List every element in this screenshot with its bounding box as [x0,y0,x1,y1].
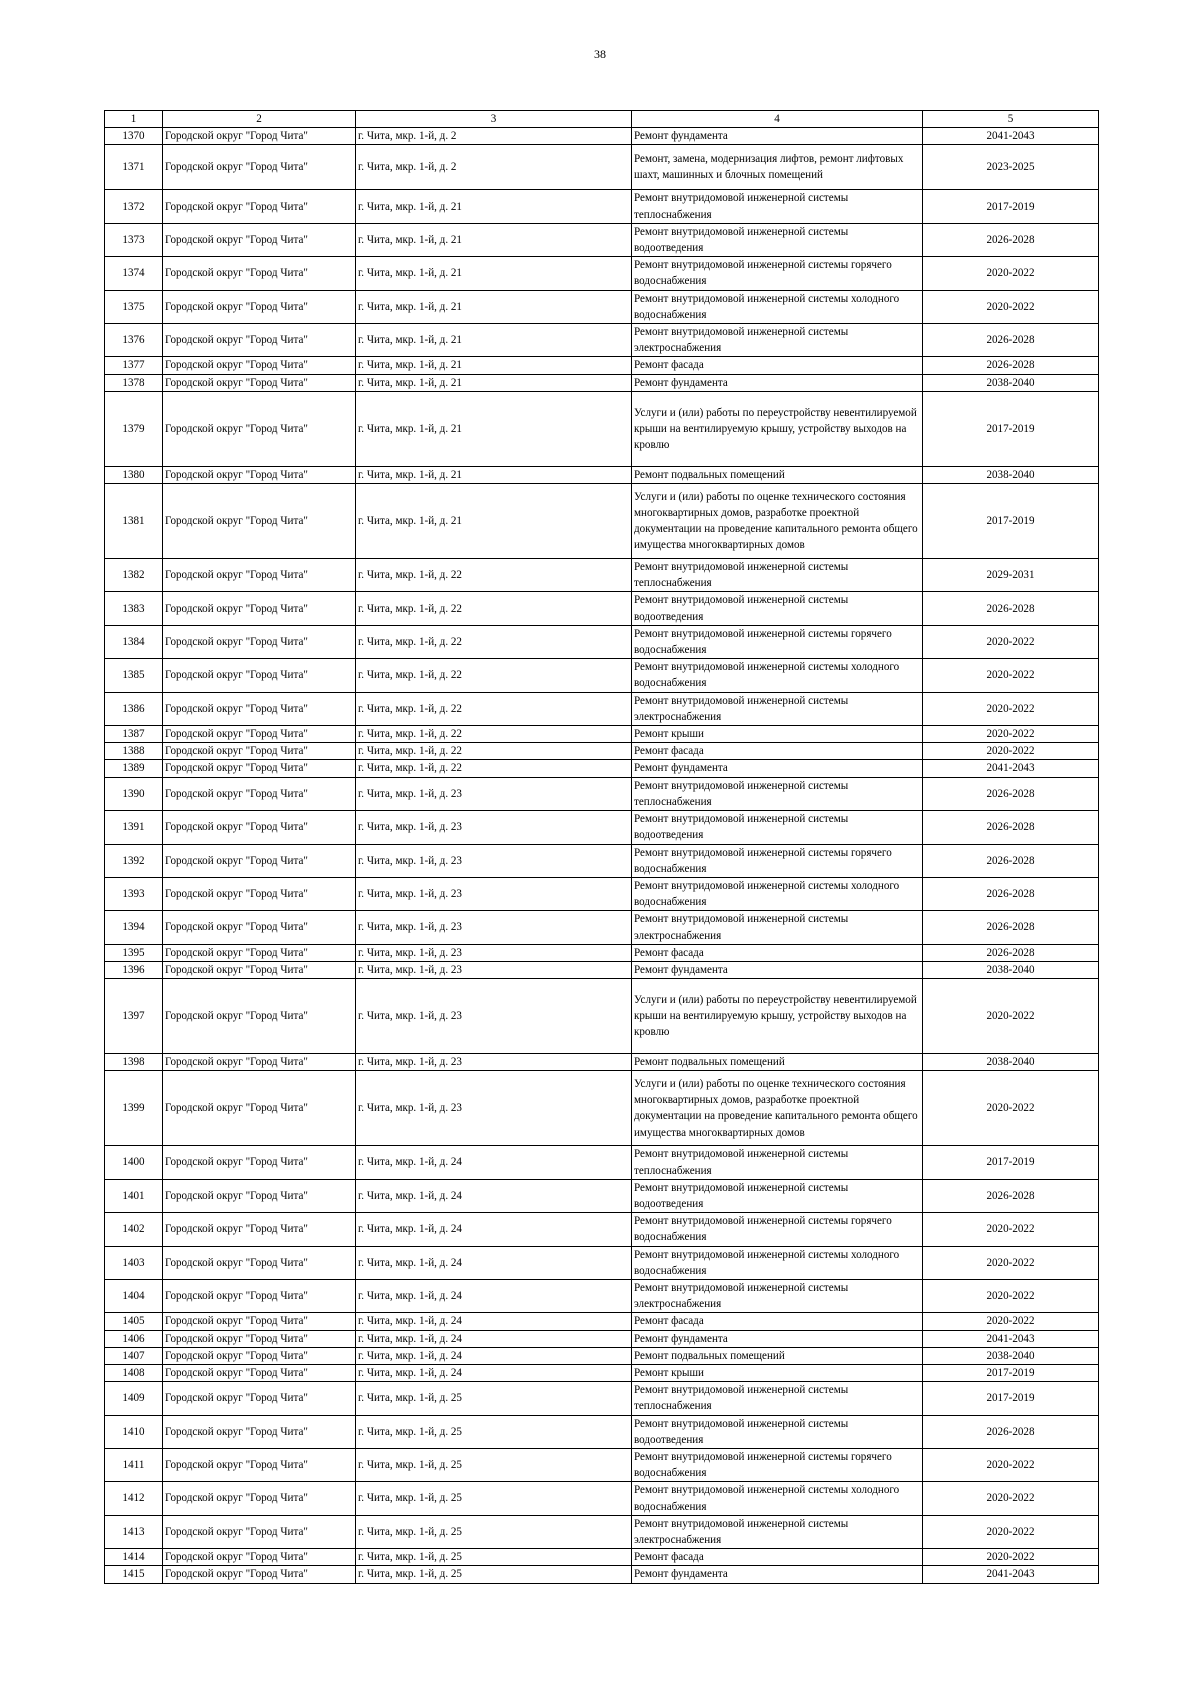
table-row [105,1515,1099,1548]
period-cell: 2041-2043 [923,1330,1099,1347]
work-type-cell: Ремонт внутридомовой инженерной системы теплоснабжения [632,777,923,810]
municipality-cell: Городской округ "Город Чита" [163,484,356,559]
table-row [105,1213,1099,1246]
table-row [105,145,1099,190]
work-type-cell: Ремонт внутридомовой инженерной системы горячего водоснабжения [632,257,923,290]
work-type-cell: Ремонт внутридомовой инженерной системы горячего водоснабжения [632,1448,923,1481]
address-cell: г. Чита, мкр. 1-й, д. 2 [356,145,632,190]
work-type-cell: Ремонт внутридомовой инженерной системы электроснабжения [632,692,923,725]
work-type-cell: Ремонт внутридомовой инженерной системы электроснабжения [632,1279,923,1312]
address-cell: г. Чита, мкр. 1-й, д. 2 [356,128,632,145]
row-number-cell: 1413 [105,1515,163,1548]
address-cell: г. Чита, мкр. 1-й, д. 25 [356,1515,632,1548]
work-type-cell: Ремонт внутридомовой инженерной системы холодного водоснабжения [632,290,923,323]
row-number-cell: 1373 [105,223,163,256]
work-type-cell: Ремонт внутридомовой инженерной системы горячего водоснабжения [632,625,923,658]
table-row [105,128,1099,145]
municipality-cell: Городской округ "Город Чита" [163,760,356,777]
row-number-cell: 1414 [105,1549,163,1566]
period-cell: 2020-2022 [923,1279,1099,1312]
period-cell: 2026-2028 [923,1179,1099,1212]
work-type-cell: Ремонт фундамента [632,128,923,145]
work-type-cell: Ремонт внутридомовой инженерной системы водоотведения [632,592,923,625]
table-row [105,1054,1099,1071]
period-cell: 2020-2022 [923,1313,1099,1330]
table-row [105,290,1099,323]
period-cell: 2026-2028 [923,592,1099,625]
municipality-cell: Городской округ "Город Чита" [163,961,356,978]
column-header: 1 [105,111,163,128]
work-type-cell: Ремонт подвальных помещений [632,1054,923,1071]
row-number-cell: 1375 [105,290,163,323]
row-number-cell: 1403 [105,1246,163,1279]
address-cell: г. Чита, мкр. 1-й, д. 23 [356,811,632,844]
period-cell: 2041-2043 [923,1566,1099,1583]
table-row [105,190,1099,223]
work-type-cell: Ремонт крыши [632,1364,923,1381]
row-number-cell: 1408 [105,1364,163,1381]
work-type-cell: Ремонт внутридомовой инженерной системы холодного водоснабжения [632,1246,923,1279]
work-type-cell: Ремонт внутридомовой инженерной системы электроснабжения [632,911,923,944]
address-cell: г. Чита, мкр. 1-й, д. 23 [356,1071,632,1146]
row-number-cell: 1372 [105,190,163,223]
municipality-cell: Городской округ "Город Чита" [163,877,356,910]
work-type-cell: Ремонт, замена, модернизация лифтов, ремонт лифтовых шахт, машинных и блочных помещений [632,145,923,190]
municipality-cell: Городской округ "Город Чита" [163,1482,356,1515]
address-cell: г. Чита, мкр. 1-й, д. 25 [356,1482,632,1515]
municipality-cell: Городской округ "Город Чита" [163,1549,356,1566]
table-row [105,1415,1099,1448]
period-cell: 2020-2022 [923,1213,1099,1246]
municipality-cell: Городской округ "Город Чита" [163,1213,356,1246]
work-type-cell: Услуги и (или) работы по переустройству невентилируемой крыши на вентилируемую крышу, устройству выходов на кровлю [632,979,923,1054]
header-row [105,111,1099,128]
work-type-cell: Ремонт внутридомовой инженерной системы водоотведения [632,223,923,256]
period-cell: 2041-2043 [923,760,1099,777]
address-cell: г. Чита, мкр. 1-й, д. 24 [356,1347,632,1364]
address-cell: г. Чита, мкр. 1-й, д. 22 [356,659,632,692]
work-type-cell: Ремонт внутридомовой инженерной системы теплоснабжения [632,190,923,223]
row-number-cell: 1407 [105,1347,163,1364]
address-cell: г. Чита, мкр. 1-й, д. 23 [356,911,632,944]
table-row [105,257,1099,290]
table-row [105,357,1099,374]
work-type-cell: Ремонт крыши [632,726,923,743]
address-cell: г. Чита, мкр. 1-й, д. 21 [356,357,632,374]
table-row [105,659,1099,692]
period-cell: 2020-2022 [923,726,1099,743]
row-number-cell: 1391 [105,811,163,844]
municipality-cell: Городской округ "Город Чита" [163,1415,356,1448]
work-type-cell: Ремонт фундамента [632,760,923,777]
work-type-cell: Услуги и (или) работы по оценке технического состояния многоквартирных домов, разработке проектной документации на проведение капитального ремонта общего имущества многоквартирных домов [632,484,923,559]
table-body [105,128,1099,1583]
work-type-cell: Ремонт подвальных помещений [632,1347,923,1364]
column-header: 3 [356,111,632,128]
row-number-cell: 1382 [105,559,163,592]
period-cell: 2038-2040 [923,374,1099,391]
period-cell: 2026-2028 [923,1415,1099,1448]
table-row [105,1549,1099,1566]
row-number-cell: 1411 [105,1448,163,1481]
period-cell: 2020-2022 [923,692,1099,725]
period-cell: 2026-2028 [923,844,1099,877]
row-number-cell: 1393 [105,877,163,910]
municipality-cell: Городской округ "Город Чита" [163,559,356,592]
row-number-cell: 1398 [105,1054,163,1071]
address-cell: г. Чита, мкр. 1-й, д. 23 [356,877,632,910]
row-number-cell: 1383 [105,592,163,625]
work-type-cell: Ремонт внутридомовой инженерной системы холодного водоснабжения [632,877,923,910]
address-cell: г. Чита, мкр. 1-й, д. 23 [356,961,632,978]
row-number-cell: 1370 [105,128,163,145]
column-header: 4 [632,111,923,128]
address-cell: г. Чита, мкр. 1-й, д. 22 [356,625,632,658]
work-type-cell: Ремонт внутридомовой инженерной системы водоотведения [632,1179,923,1212]
work-type-cell: Ремонт фасада [632,944,923,961]
period-cell: 2026-2028 [923,223,1099,256]
period-cell: 2026-2028 [923,811,1099,844]
row-number-cell: 1371 [105,145,163,190]
municipality-cell: Городской округ "Город Чита" [163,1071,356,1146]
period-cell: 2020-2022 [923,743,1099,760]
row-number-cell: 1409 [105,1382,163,1415]
row-number-cell: 1386 [105,692,163,725]
table-row [105,1279,1099,1312]
work-type-cell: Ремонт подвальных помещений [632,466,923,483]
municipality-cell: Городской округ "Город Чита" [163,1448,356,1481]
period-cell: 2038-2040 [923,466,1099,483]
table-row [105,1313,1099,1330]
work-type-cell: Ремонт фасада [632,1549,923,1566]
address-cell: г. Чита, мкр. 1-й, д. 22 [356,726,632,743]
address-cell: г. Чита, мкр. 1-й, д. 22 [356,743,632,760]
row-number-cell: 1405 [105,1313,163,1330]
work-type-cell: Ремонт фасада [632,1313,923,1330]
address-cell: г. Чита, мкр. 1-й, д. 25 [356,1566,632,1583]
row-number-cell: 1377 [105,357,163,374]
municipality-cell: Городской округ "Город Чита" [163,128,356,145]
address-cell: г. Чита, мкр. 1-й, д. 25 [356,1382,632,1415]
address-cell: г. Чита, мкр. 1-й, д. 23 [356,777,632,810]
municipality-cell: Городской округ "Город Чита" [163,692,356,725]
work-type-cell: Услуги и (или) работы по оценке технического состояния многоквартирных домов, разработке проектной документации на проведение капитального ремонта общего имущества многоквартирных домов [632,1071,923,1146]
table-row [105,1146,1099,1179]
address-cell: г. Чита, мкр. 1-й, д. 21 [356,484,632,559]
table-row [105,979,1099,1054]
address-cell: г. Чита, мкр. 1-й, д. 23 [356,844,632,877]
table-row [105,811,1099,844]
table-row [105,625,1099,658]
row-number-cell: 1389 [105,760,163,777]
period-cell: 2017-2019 [923,1364,1099,1381]
municipality-cell: Городской округ "Город Чита" [163,223,356,256]
row-number-cell: 1388 [105,743,163,760]
row-number-cell: 1379 [105,391,163,466]
address-cell: г. Чита, мкр. 1-й, д. 24 [356,1313,632,1330]
table-row [105,1246,1099,1279]
address-cell: г. Чита, мкр. 1-й, д. 23 [356,1054,632,1071]
municipality-cell: Городской округ "Город Чита" [163,257,356,290]
period-cell: 2038-2040 [923,961,1099,978]
municipality-cell: Городской округ "Город Чита" [163,979,356,1054]
row-number-cell: 1384 [105,625,163,658]
address-cell: г. Чита, мкр. 1-й, д. 21 [356,374,632,391]
work-type-cell: Ремонт внутридомовой инженерной системы электроснабжения [632,324,923,357]
table-row [105,877,1099,910]
table-row [105,1179,1099,1212]
row-number-cell: 1412 [105,1482,163,1515]
period-cell: 2017-2019 [923,484,1099,559]
column-header: 2 [163,111,356,128]
row-number-cell: 1374 [105,257,163,290]
period-cell: 2038-2040 [923,1347,1099,1364]
municipality-cell: Городской округ "Город Чита" [163,324,356,357]
work-type-cell: Ремонт внутридомовой инженерной системы водоотведения [632,811,923,844]
address-cell: г. Чита, мкр. 1-й, д. 25 [356,1549,632,1566]
address-cell: г. Чита, мкр. 1-й, д. 24 [356,1213,632,1246]
municipality-cell: Городской округ "Город Чита" [163,625,356,658]
period-cell: 2017-2019 [923,190,1099,223]
table-row [105,1482,1099,1515]
period-cell: 2020-2022 [923,659,1099,692]
municipality-cell: Городской округ "Город Чита" [163,1246,356,1279]
period-cell: 2020-2022 [923,625,1099,658]
municipality-cell: Городской округ "Город Чита" [163,1179,356,1212]
period-cell: 2026-2028 [923,324,1099,357]
municipality-cell: Городской округ "Город Чита" [163,1364,356,1381]
row-number-cell: 1387 [105,726,163,743]
period-cell: 2026-2028 [923,911,1099,944]
work-type-cell: Ремонт внутридомовой инженерной системы холодного водоснабжения [632,1482,923,1515]
row-number-cell: 1415 [105,1566,163,1583]
page-number: 38 [594,47,606,61]
period-cell: 2020-2022 [923,979,1099,1054]
table-row [105,961,1099,978]
row-number-cell: 1378 [105,374,163,391]
period-cell: 2041-2043 [923,128,1099,145]
municipality-cell: Городской округ "Город Чита" [163,391,356,466]
work-type-cell: Ремонт внутридомовой инженерной системы холодного водоснабжения [632,659,923,692]
row-number-cell: 1402 [105,1213,163,1246]
work-type-cell: Ремонт внутридомовой инженерной системы горячего водоснабжения [632,844,923,877]
municipality-cell: Городской округ "Город Чита" [163,659,356,692]
table-row [105,1347,1099,1364]
work-type-cell: Ремонт фасада [632,357,923,374]
address-cell: г. Чита, мкр. 1-й, д. 21 [356,190,632,223]
row-number-cell: 1396 [105,961,163,978]
table-row [105,726,1099,743]
address-cell: г. Чита, мкр. 1-й, д. 24 [356,1279,632,1312]
period-cell: 2026-2028 [923,944,1099,961]
table-row [105,559,1099,592]
table-row [105,374,1099,391]
municipality-cell: Городской округ "Город Чита" [163,1347,356,1364]
municipality-cell: Городской округ "Город Чита" [163,190,356,223]
row-number-cell: 1385 [105,659,163,692]
period-cell: 2026-2028 [923,877,1099,910]
table-row [105,1382,1099,1415]
table-row [105,391,1099,466]
period-cell: 2026-2028 [923,777,1099,810]
address-cell: г. Чита, мкр. 1-й, д. 21 [356,391,632,466]
work-type-cell: Ремонт внутридомовой инженерной системы горячего водоснабжения [632,1213,923,1246]
work-type-cell: Ремонт внутридомовой инженерной системы теплоснабжения [632,1382,923,1415]
period-cell: 2020-2022 [923,1448,1099,1481]
work-type-cell: Ремонт фасада [632,743,923,760]
address-cell: г. Чита, мкр. 1-й, д. 21 [356,257,632,290]
table-row [105,1330,1099,1347]
municipality-cell: Городской округ "Город Чита" [163,811,356,844]
municipality-cell: Городской округ "Город Чита" [163,726,356,743]
address-cell: г. Чита, мкр. 1-й, д. 22 [356,692,632,725]
row-number-cell: 1401 [105,1179,163,1212]
period-cell: 2020-2022 [923,1482,1099,1515]
municipality-cell: Городской округ "Город Чита" [163,592,356,625]
address-cell: г. Чита, мкр. 1-й, д. 23 [356,944,632,961]
row-number-cell: 1406 [105,1330,163,1347]
period-cell: 2020-2022 [923,1515,1099,1548]
address-cell: г. Чита, мкр. 1-й, д. 24 [356,1179,632,1212]
row-number-cell: 1394 [105,911,163,944]
municipality-cell: Городской округ "Город Чита" [163,1146,356,1179]
municipality-cell: Городской округ "Город Чита" [163,374,356,391]
municipality-cell: Городской округ "Город Чита" [163,911,356,944]
row-number-cell: 1376 [105,324,163,357]
municipality-cell: Городской округ "Город Чита" [163,1330,356,1347]
table-row [105,324,1099,357]
table-row [105,223,1099,256]
table-row [105,844,1099,877]
table-row [105,1566,1099,1583]
row-number-cell: 1404 [105,1279,163,1312]
address-cell: г. Чита, мкр. 1-й, д. 24 [356,1146,632,1179]
table-row [105,592,1099,625]
row-number-cell: 1390 [105,777,163,810]
municipality-cell: Городской округ "Город Чита" [163,1279,356,1312]
municipality-cell: Городской округ "Город Чита" [163,145,356,190]
period-cell: 2020-2022 [923,1246,1099,1279]
municipality-cell: Городской округ "Город Чита" [163,1382,356,1415]
period-cell: 2017-2019 [923,391,1099,466]
period-cell: 2020-2022 [923,257,1099,290]
repair-schedule-table [104,110,1099,1584]
period-cell: 2023-2025 [923,145,1099,190]
table-row [105,1071,1099,1146]
address-cell: г. Чита, мкр. 1-й, д. 22 [356,559,632,592]
table-row [105,1364,1099,1381]
municipality-cell: Городской округ "Город Чита" [163,466,356,483]
work-type-cell: Ремонт внутридомовой инженерной системы электроснабжения [632,1515,923,1548]
work-type-cell: Ремонт внутридомовой инженерной системы водоотведения [632,1415,923,1448]
municipality-cell: Городской округ "Город Чита" [163,944,356,961]
row-number-cell: 1400 [105,1146,163,1179]
table-row [105,743,1099,760]
table-row [105,1448,1099,1481]
period-cell: 2017-2019 [923,1382,1099,1415]
address-cell: г. Чита, мкр. 1-й, д. 24 [356,1330,632,1347]
table-row [105,911,1099,944]
address-cell: г. Чита, мкр. 1-й, д. 21 [356,324,632,357]
period-cell: 2017-2019 [923,1146,1099,1179]
row-number-cell: 1410 [105,1415,163,1448]
municipality-cell: Городской округ "Город Чита" [163,1054,356,1071]
period-cell: 2038-2040 [923,1054,1099,1071]
address-cell: г. Чита, мкр. 1-й, д. 24 [356,1246,632,1279]
table-row [105,760,1099,777]
work-type-cell: Ремонт фундамента [632,1330,923,1347]
column-header: 5 [923,111,1099,128]
address-cell: г. Чита, мкр. 1-й, д. 21 [356,223,632,256]
row-number-cell: 1397 [105,979,163,1054]
address-cell: г. Чита, мкр. 1-й, д. 21 [356,466,632,483]
table-row [105,692,1099,725]
municipality-cell: Городской округ "Город Чита" [163,1566,356,1583]
row-number-cell: 1381 [105,484,163,559]
address-cell: г. Чита, мкр. 1-й, д. 22 [356,760,632,777]
work-type-cell: Ремонт внутридомовой инженерной системы теплоснабжения [632,1146,923,1179]
municipality-cell: Городской округ "Город Чита" [163,844,356,877]
address-cell: г. Чита, мкр. 1-й, д. 23 [356,979,632,1054]
address-cell: г. Чита, мкр. 1-й, д. 24 [356,1364,632,1381]
table-row [105,484,1099,559]
period-cell: 2020-2022 [923,1549,1099,1566]
work-type-cell: Ремонт фундамента [632,961,923,978]
municipality-cell: Городской округ "Город Чита" [163,290,356,323]
municipality-cell: Городской округ "Город Чита" [163,357,356,374]
municipality-cell: Городской округ "Город Чита" [163,1515,356,1548]
address-cell: г. Чита, мкр. 1-й, д. 22 [356,592,632,625]
municipality-cell: Городской округ "Город Чита" [163,1313,356,1330]
address-cell: г. Чита, мкр. 1-й, д. 25 [356,1448,632,1481]
address-cell: г. Чита, мкр. 1-й, д. 21 [356,290,632,323]
row-number-cell: 1392 [105,844,163,877]
municipality-cell: Городской округ "Город Чита" [163,777,356,810]
address-cell: г. Чита, мкр. 1-й, д. 25 [356,1415,632,1448]
table-row [105,466,1099,483]
period-cell: 2029-2031 [923,559,1099,592]
work-type-cell: Ремонт фундамента [632,1566,923,1583]
work-type-cell: Ремонт внутридомовой инженерной системы теплоснабжения [632,559,923,592]
row-number-cell: 1399 [105,1071,163,1146]
work-type-cell: Услуги и (или) работы по переустройству невентилируемой крыши на вентилируемую крышу, устройству выходов на кровлю [632,391,923,466]
municipality-cell: Городской округ "Город Чита" [163,743,356,760]
period-cell: 2026-2028 [923,357,1099,374]
table-row [105,777,1099,810]
row-number-cell: 1395 [105,944,163,961]
work-type-cell: Ремонт фундамента [632,374,923,391]
period-cell: 2020-2022 [923,1071,1099,1146]
row-number-cell: 1380 [105,466,163,483]
period-cell: 2020-2022 [923,290,1099,323]
table-row [105,944,1099,961]
